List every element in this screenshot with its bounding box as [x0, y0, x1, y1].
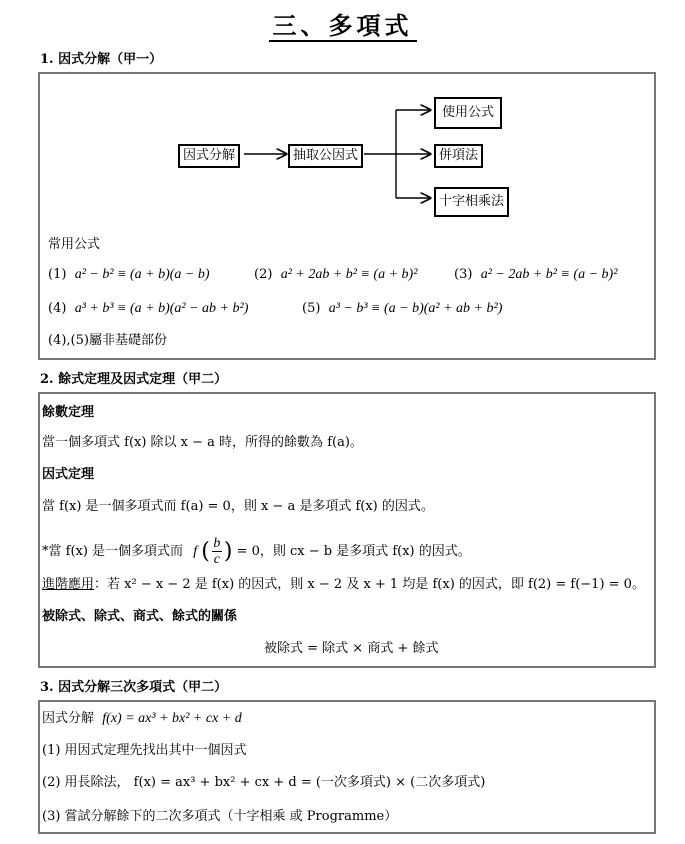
cubic-step-2: (2) 用長除法， f(x) = ax³ + bx² + cx + d = (一次多項式) × (二次多項式): [42, 775, 486, 790]
diagram-arrows: [40, 74, 658, 362]
formula-4: (4) a³ + b³ ≡ (a + b)(a² − ab + b²): [48, 301, 249, 316]
section3-box: [38, 700, 656, 834]
section2-heading: 2. 餘式定理及因式定理（甲二）: [40, 372, 228, 387]
formula-3: (3) a² − 2ab + b² ≡ (a − b)²: [454, 267, 618, 282]
node-grouping: 併項法: [434, 144, 483, 168]
advanced-application: 進階應用：若 x² − x − 2 是 f(x) 的因式，則 x − 2 及 x + 1 均是 f(x) 的因式，即 f(2) = f(−1) = 0。: [42, 577, 645, 592]
division-relation-formula: 被除式 = 除式 × 商式 + 餘式: [264, 641, 439, 656]
fraction-parens: ( b c ): [201, 536, 233, 567]
cubic-step-3: (3) 嘗試分解餘下的二次多項式（十字相乘 或 Programme）: [42, 809, 398, 824]
cubic-factorize-line: 因式分解 f(x) = ax³ + bx² + cx + d: [42, 711, 242, 726]
remainder-theorem-text: 當一個多項式 f(x) 除以 x − a 時，所得的餘數為 f(a)。: [42, 435, 363, 450]
node-use-formula: 使用公式: [434, 97, 502, 129]
section1-heading: 1. 因式分解（甲一）: [40, 52, 163, 67]
section3-heading: 3. 因式分解三次多項式（甲二）: [40, 680, 228, 695]
formulas-title: 常用公式: [48, 237, 101, 252]
page-title: 三、多項式: [0, 6, 685, 41]
formula-1: (1) a² − b² ≡ (a + b)(a − b): [48, 267, 210, 282]
formula-2: (2) a² + 2ab + b² ≡ (a + b)²: [254, 267, 418, 282]
remainder-theorem-title: 餘數定理: [42, 405, 95, 420]
node-factorize: 因式分解: [178, 144, 240, 168]
formula-note: (4),(5)屬非基礎部份: [48, 333, 167, 348]
node-cross-method: 十字相乘法: [434, 187, 509, 217]
division-relation-title: 被除式、除式、商式、餘式的關係: [42, 609, 238, 624]
section2-box: [38, 392, 656, 668]
factor-theorem-text: 當 f(x) 是一個多項式而 f(a) = 0，則 x − a 是多項式 f(x) 的因式。: [42, 499, 434, 514]
fraction-b-over-c: b c: [213, 536, 221, 567]
factor-theorem-title: 因式定理: [42, 467, 95, 482]
factor-theorem-star: *當 f(x) 是一個多項式而 f ( b c ) = 0，則 cx − b 是多項式 f(x) 的因式。: [42, 536, 471, 567]
cubic-step-1: (1) 用因式定理先找出其中一個因式: [42, 743, 247, 758]
formula-5: (5) a³ − b³ ≡ (a − b)(a² + ab + b²): [302, 301, 503, 316]
node-common-factor: 抽取公因式: [288, 144, 363, 168]
section1-box: [38, 72, 656, 360]
